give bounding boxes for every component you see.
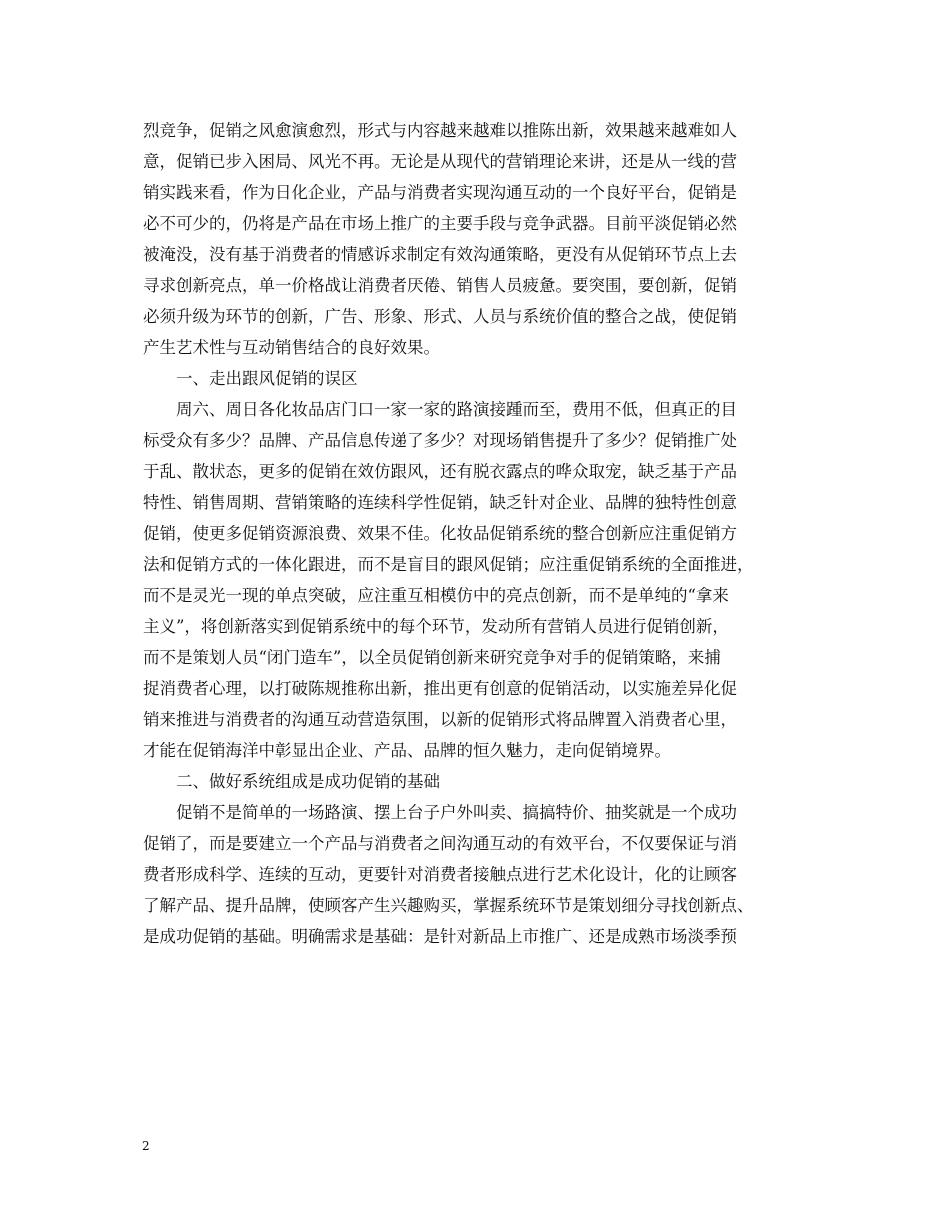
text-line: 促销了，而是要建立一个产品与消费者之间沟通互动的有效平台，不仅要保证与消 — [143, 834, 737, 853]
text-line: 产生艺术性与互动销售结合的良好效果。 — [143, 338, 440, 357]
paragraph-first-line: 促销不是简单的一场路演、摆上台子户外叫卖、搞搞特价、抽奖就是一个成功 — [176, 803, 737, 822]
text-line: 标受众有多少？品牌、产品信息传递了多少？对现场销售提升了多少？促销推广处 — [143, 431, 737, 450]
page-number: 2 — [142, 1139, 150, 1153]
text-line: 而不是灵光一现的单点突破，应注重互相模仿中的亮点创新，而不是单纯的“拿来 — [143, 586, 729, 605]
text-line: 必须升级为环节的创新，广告、形象、形式、人员与系统价值的整合之战，使促销 — [143, 307, 737, 326]
text-line: 被淹没，没有基于消费者的情感诉求制定有效沟通策略，更没有从促销环节点上去 — [143, 245, 737, 264]
text-line: 意，促销已步入困局、风光不再。无论是从现代的营销理论来讲，还是从一线的营 — [143, 152, 737, 171]
text-line: 主义”，将创新落实到促销系统中的每个环节，发动所有营销人员进行促销创新， — [143, 617, 729, 636]
text-line: 法和促销方式的一体化跟进，而不是盲目的跟风促销；应注重促销系统的全面推进， — [143, 555, 754, 574]
text-line: 特性、销售周期、营销策略的连续科学性促销，缺乏针对企业、品牌的独特性创意 — [143, 493, 737, 512]
body-text — [143, 115, 815, 952]
text-line: 烈竞争，促销之风愈演愈烈，形式与内容越来越难以推陈出新，效果越来越难如人 — [143, 121, 737, 140]
text-line: 必不可少的，仍将是产品在市场上推广的主要手段与竞争武器。目前平淡促销必然 — [143, 214, 737, 233]
text-line: 费者形成科学、连续的互动，更要针对消费者接触点进行艺术化设计，化的让顾客 — [143, 865, 737, 884]
text-line: 销来推进与消费者的沟通互动营造氛围，以新的促销形式将品牌置入消费者心里， — [143, 710, 737, 729]
text-line: 寻求创新亮点，单一价格战让消费者厌倦、销售人员疲惫。要突围，要创新，促销 — [143, 276, 737, 295]
text-line: 是成功促销的基础。明确需求是基础：是针对新品上市推广、还是成熟市场淡季预 — [143, 927, 737, 946]
paragraph-first-line: 周六、周日各化妆品店门口一家一家的路演接踵而至，费用不低，但真正的目 — [176, 400, 737, 419]
text-line: 捉消费者心理，以打破陈规推称出新，推出更有创意的促销活动，以实施差异化促 — [143, 679, 737, 698]
text-line: 于乱、散状态，更多的促销在效仿跟风，还有脱衣露点的哗众取宠，缺乏基于产品 — [143, 462, 737, 481]
section-heading: 二、做好系统组成是成功促销的基础 — [176, 772, 440, 791]
text-line: 促销，使更多促销资源浪费、效果不佳。化妆品促销系统的整合创新应注重促销方 — [143, 524, 737, 543]
text-line: 了解产品、提升品牌，使顾客产生兴趣购买，掌握系统环节是策划细分寻找创新点、 — [143, 896, 754, 915]
text-line: 才能在促销海洋中彰显出企业、产品、品牌的恒久魅力，走向促销境界。 — [143, 741, 671, 760]
text-line: 而不是策划人员“闭门造车”，以全员促销创新来研究竞争对手的促销策略，来捕 — [143, 648, 721, 667]
section-heading: 一、走出跟风促销的误区 — [176, 369, 358, 388]
text-line: 销实践来看，作为日化企业，产品与消费者实现沟通互动的一个良好平台，促销是 — [143, 183, 737, 202]
